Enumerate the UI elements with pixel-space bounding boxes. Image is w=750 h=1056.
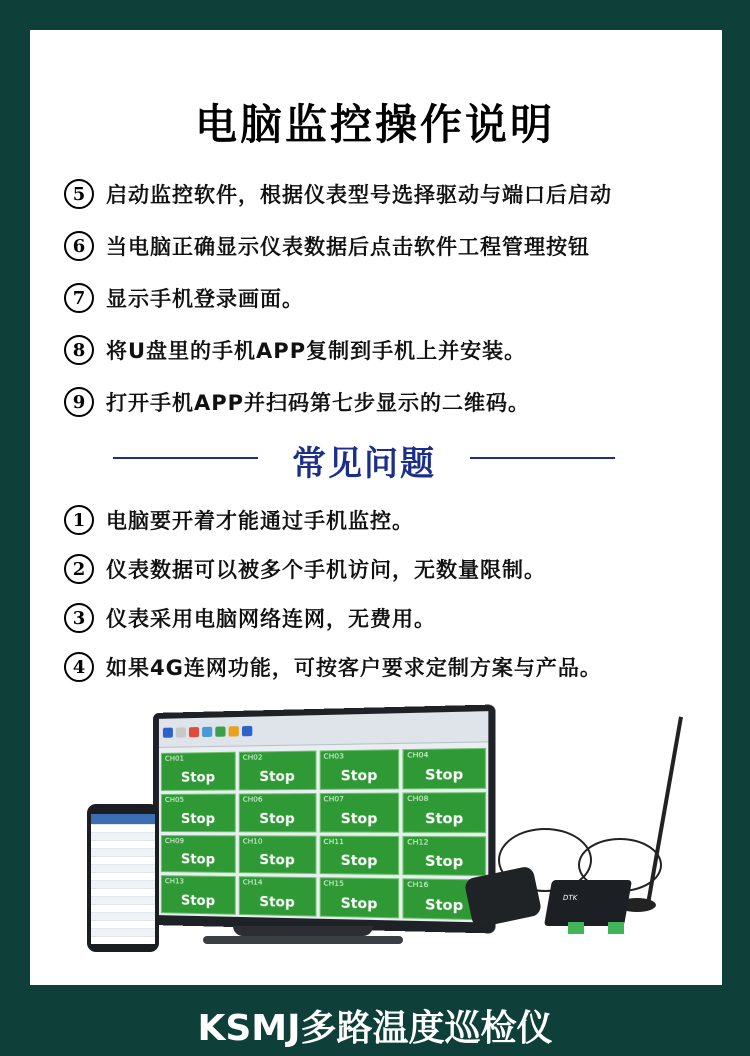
phone-list-row xyxy=(91,881,155,889)
channel-status: Stop xyxy=(180,811,216,827)
page-title: 电脑监控操作说明 xyxy=(194,100,555,149)
channel-grid xyxy=(161,748,486,920)
step-text: 当电脑正确显示仪表数据后点击软件工程管理按钮 xyxy=(106,235,590,259)
step-item xyxy=(64,280,612,316)
step-number: 8 xyxy=(64,335,94,365)
channel-status: Stop xyxy=(424,767,464,784)
faq-item xyxy=(64,551,602,587)
device-label: DTK xyxy=(562,894,578,902)
channel-status: Stop xyxy=(340,811,378,827)
channel-tile xyxy=(239,793,316,832)
channel-label: CH12 xyxy=(407,837,429,847)
transmitter-box xyxy=(544,880,632,926)
faq-item xyxy=(64,649,602,685)
faq-item xyxy=(64,600,602,636)
channel-status: Stop xyxy=(180,852,216,868)
step-text: 启动监控软件，根据仪表型号选择驱动与端口后启动 xyxy=(106,183,612,207)
phone-list-row xyxy=(91,873,155,881)
monitor-base xyxy=(203,936,403,944)
channel-status: Stop xyxy=(424,897,464,915)
phone-image xyxy=(87,804,159,952)
channel-tile xyxy=(161,875,236,914)
faq-list xyxy=(64,502,602,698)
channel-tile xyxy=(161,752,236,791)
phone-list-row xyxy=(91,833,155,841)
channel-status: Stop xyxy=(340,853,378,870)
monitor-image xyxy=(153,705,495,934)
step-number: 5 xyxy=(64,179,94,209)
faq-text: 如果4G连网功能，可按客户要求定制方案与产品。 xyxy=(106,656,602,680)
faq-number: 1 xyxy=(64,505,94,535)
faq-number: 2 xyxy=(64,554,94,584)
footer-title: KSMJ多路温度巡检仪 xyxy=(197,1008,553,1049)
step-number: 7 xyxy=(64,283,94,313)
phone-list-row xyxy=(91,841,155,849)
channel-label: CH13 xyxy=(164,877,184,886)
channel-label: CH03 xyxy=(323,752,344,761)
channel-status: Stop xyxy=(259,853,295,869)
phone-list-row xyxy=(91,921,155,929)
terminal-block xyxy=(608,922,624,934)
channel-tile xyxy=(239,835,316,874)
channel-status: Stop xyxy=(180,893,216,910)
faq-text: 仪表数据可以被多个手机访问，无数量限制。 xyxy=(106,558,546,582)
step-item xyxy=(64,176,612,212)
channel-tile xyxy=(239,750,316,790)
channel-label: CH11 xyxy=(323,837,344,846)
channel-label: CH04 xyxy=(407,750,429,760)
step-number: 9 xyxy=(64,387,94,417)
channel-tile xyxy=(239,876,316,916)
divider-line-left xyxy=(113,457,258,459)
faq-item xyxy=(64,502,602,538)
channel-label: CH01 xyxy=(164,754,184,763)
channel-label: CH02 xyxy=(242,753,263,762)
phone-list-row xyxy=(91,865,155,873)
step-item xyxy=(64,332,612,368)
phone-list-row xyxy=(91,889,155,897)
channel-label: CH07 xyxy=(323,794,344,804)
channel-status: Stop xyxy=(259,894,295,911)
channel-label: CH05 xyxy=(164,795,184,804)
toolbar-icon xyxy=(242,726,252,736)
channel-tile xyxy=(319,749,399,789)
step-text: 将U盘里的手机APP复制到手机上并安装。 xyxy=(106,339,527,363)
channel-status: Stop xyxy=(180,770,216,786)
step-number: 6 xyxy=(64,231,94,261)
phone-list-row xyxy=(91,897,155,905)
faq-heading-label: 常见问题 xyxy=(292,444,436,484)
channel-tile xyxy=(319,835,399,875)
phone-list-row xyxy=(91,905,155,913)
channel-status: Stop xyxy=(424,810,464,828)
faq-text: 电脑要开着才能通过手机监控。 xyxy=(106,509,414,533)
step-item xyxy=(64,228,612,264)
product-illustration xyxy=(83,708,663,968)
channel-status: Stop xyxy=(259,769,295,785)
faq-heading xyxy=(0,436,750,484)
terminal-block xyxy=(568,922,584,934)
channel-tile xyxy=(319,877,399,918)
phone-list-row xyxy=(91,849,155,857)
monitor-screen xyxy=(159,711,488,922)
phone-screen xyxy=(91,814,155,944)
channel-tile xyxy=(319,792,399,832)
toolbar-icon xyxy=(189,727,199,737)
phone-list-row xyxy=(91,913,155,921)
steps-list xyxy=(64,176,612,436)
channel-label: CH06 xyxy=(242,795,263,804)
phone-list-row xyxy=(91,929,155,937)
step-item xyxy=(64,384,612,420)
step-text: 显示手机登录画面。 xyxy=(106,287,304,311)
channel-label: CH16 xyxy=(407,880,429,890)
toolbar-icon xyxy=(163,728,173,738)
monitor-stand xyxy=(233,926,373,936)
faq-number: 3 xyxy=(64,603,94,633)
channel-status: Stop xyxy=(340,896,378,913)
channel-label: CH08 xyxy=(407,794,429,803)
channel-status: Stop xyxy=(424,854,464,871)
channel-label: CH09 xyxy=(164,836,184,845)
toolbar-icon xyxy=(229,726,239,736)
channel-tile xyxy=(161,793,236,831)
transmitter-device-image xyxy=(468,708,658,958)
software-toolbar xyxy=(159,711,488,748)
channel-label: CH10 xyxy=(242,836,263,846)
toolbar-icon xyxy=(176,727,186,737)
channel-tile xyxy=(161,835,236,874)
channel-status: Stop xyxy=(340,768,378,785)
step-text: 打开手机APP并扫码第七步显示的二维码。 xyxy=(106,391,531,415)
channel-status: Stop xyxy=(259,811,295,827)
toolbar-icon xyxy=(215,726,225,736)
phone-list-row xyxy=(91,857,155,865)
power-adapter xyxy=(464,865,543,928)
faq-number: 4 xyxy=(64,652,94,682)
channel-label: CH14 xyxy=(242,878,263,887)
toolbar-icon xyxy=(202,727,212,737)
channel-label: CH15 xyxy=(323,879,344,889)
divider-line-right xyxy=(470,457,615,459)
phone-header xyxy=(91,814,155,825)
phone-list-row xyxy=(91,825,155,833)
faq-text: 仪表采用电脑网络连网，无费用。 xyxy=(106,607,436,631)
